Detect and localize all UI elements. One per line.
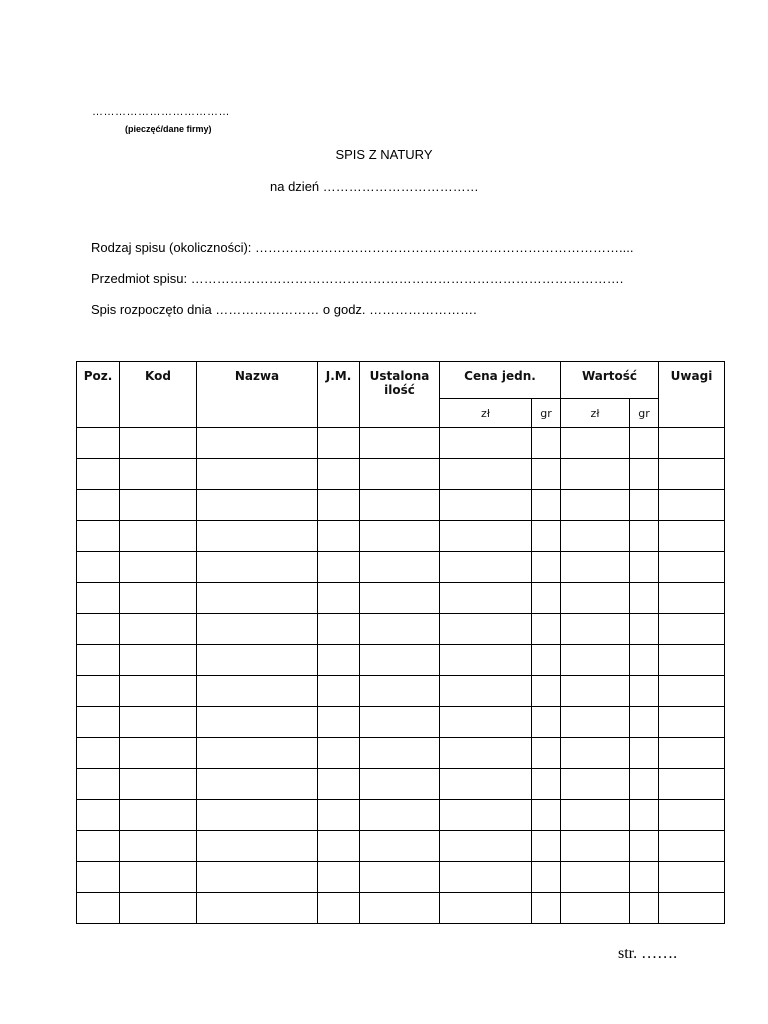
table-row: [77, 645, 725, 676]
inventory-start-field: Spis rozpoczęto dnia …………………… o godz. …………………….: [91, 302, 477, 317]
cell-uwagi[interactable]: [659, 552, 725, 583]
cell-wartosc-zl[interactable]: [561, 459, 630, 490]
cell-wartosc-zl[interactable]: [561, 769, 630, 800]
cell-cena-gr[interactable]: [532, 707, 561, 738]
cell-jm[interactable]: [318, 707, 360, 738]
cell-uwagi[interactable]: [659, 862, 725, 893]
cell-jm[interactable]: [318, 583, 360, 614]
page-number: str. …….: [618, 945, 678, 962]
cell-wartosc-zl[interactable]: [561, 738, 630, 769]
cell-jm[interactable]: [318, 645, 360, 676]
cell-wartosc-gr[interactable]: [630, 521, 659, 552]
cell-cena-zl[interactable]: [440, 583, 532, 614]
cell-wartosc-zl[interactable]: [561, 428, 630, 459]
cell-uwagi[interactable]: [659, 831, 725, 862]
header-wartosc: Wartość: [561, 362, 659, 399]
cell-kod[interactable]: [120, 459, 197, 490]
cell-nazwa[interactable]: [197, 459, 318, 490]
cell-nazwa[interactable]: [197, 769, 318, 800]
document-title: SPIS Z NATURY: [335, 147, 433, 162]
cell-poz[interactable]: [77, 552, 120, 583]
cell-ilosc[interactable]: [360, 428, 440, 459]
stamp-dotted-line: ………………………………: [92, 106, 230, 118]
cell-uwagi[interactable]: [659, 893, 725, 924]
cell-nazwa[interactable]: [197, 552, 318, 583]
cell-wartosc-gr[interactable]: [630, 459, 659, 490]
cell-wartosc-zl[interactable]: [561, 862, 630, 893]
cell-poz[interactable]: [77, 862, 120, 893]
cell-wartosc-zl[interactable]: [561, 521, 630, 552]
cell-ilosc[interactable]: [360, 769, 440, 800]
cell-cena-gr[interactable]: [532, 428, 561, 459]
cell-ilosc[interactable]: [360, 862, 440, 893]
cell-nazwa[interactable]: [197, 738, 318, 769]
cell-jm[interactable]: [318, 769, 360, 800]
cell-nazwa[interactable]: [197, 800, 318, 831]
cell-cena-zl[interactable]: [440, 738, 532, 769]
cell-ilosc[interactable]: [360, 490, 440, 521]
table-row: [77, 707, 725, 738]
cell-cena-zl[interactable]: [440, 707, 532, 738]
cell-nazwa[interactable]: [197, 490, 318, 521]
cell-cena-zl[interactable]: [440, 428, 532, 459]
inventory-table: [76, 361, 725, 924]
cell-wartosc-zl[interactable]: [561, 707, 630, 738]
cell-wartosc-gr[interactable]: [630, 831, 659, 862]
table-row: [77, 800, 725, 831]
cell-wartosc-gr[interactable]: [630, 583, 659, 614]
inventory-type-field: Rodzaj spisu (okoliczności): …………………………………………………………………………....: [91, 240, 634, 255]
cell-kod[interactable]: [120, 676, 197, 707]
cell-uwagi[interactable]: [659, 800, 725, 831]
cell-nazwa[interactable]: [197, 645, 318, 676]
cell-wartosc-gr[interactable]: [630, 428, 659, 459]
cell-cena-gr[interactable]: [532, 614, 561, 645]
header-uwagi: Uwagi: [659, 362, 725, 428]
cell-kod[interactable]: [120, 769, 197, 800]
cell-poz[interactable]: [77, 893, 120, 924]
header-nazwa: Nazwa: [197, 362, 318, 428]
cell-wartosc-zl[interactable]: [561, 552, 630, 583]
cell-jm[interactable]: [318, 521, 360, 552]
cell-nazwa[interactable]: [197, 862, 318, 893]
cell-cena-zl[interactable]: [440, 614, 532, 645]
cell-poz[interactable]: [77, 521, 120, 552]
cell-nazwa[interactable]: [197, 614, 318, 645]
header-ilosc: [360, 362, 440, 428]
cell-wartosc-zl[interactable]: [561, 645, 630, 676]
cell-cena-gr[interactable]: [532, 893, 561, 924]
cell-cena-zl[interactable]: [440, 862, 532, 893]
cell-wartosc-gr[interactable]: [630, 676, 659, 707]
cell-kod[interactable]: [120, 862, 197, 893]
cell-uwagi[interactable]: [659, 614, 725, 645]
cell-kod[interactable]: [120, 552, 197, 583]
table-row: [77, 893, 725, 924]
cell-wartosc-zl[interactable]: [561, 831, 630, 862]
cell-cena-zl[interactable]: [440, 676, 532, 707]
cell-jm[interactable]: [318, 428, 360, 459]
stamp-label: (pieczęć/dane firmy): [125, 124, 212, 134]
cell-jm[interactable]: [318, 490, 360, 521]
cell-poz[interactable]: [77, 428, 120, 459]
table-row: [77, 583, 725, 614]
table-row: [77, 738, 725, 769]
cell-uwagi[interactable]: [659, 583, 725, 614]
table-row: [77, 769, 725, 800]
table-row: [77, 831, 725, 862]
header-wartosc-zl: zł: [561, 399, 630, 428]
cell-uwagi[interactable]: [659, 645, 725, 676]
cell-poz[interactable]: [77, 583, 120, 614]
table-row: [77, 521, 725, 552]
cell-cena-gr[interactable]: [532, 769, 561, 800]
cell-cena-zl[interactable]: [440, 800, 532, 831]
cell-jm[interactable]: [318, 800, 360, 831]
cell-cena-gr[interactable]: [532, 676, 561, 707]
cell-wartosc-zl[interactable]: [561, 490, 630, 521]
cell-jm[interactable]: [318, 552, 360, 583]
cell-cena-gr[interactable]: [532, 521, 561, 552]
cell-poz[interactable]: [77, 614, 120, 645]
cell-cena-zl[interactable]: [440, 769, 532, 800]
cell-wartosc-gr[interactable]: [630, 490, 659, 521]
cell-wartosc-zl[interactable]: [561, 614, 630, 645]
cell-kod[interactable]: [120, 490, 197, 521]
cell-nazwa[interactable]: [197, 893, 318, 924]
cell-wartosc-gr[interactable]: [630, 552, 659, 583]
cell-cena-zl[interactable]: [440, 521, 532, 552]
cell-cena-gr[interactable]: [532, 738, 561, 769]
cell-kod[interactable]: [120, 800, 197, 831]
inventory-rows: [77, 428, 725, 924]
cell-poz[interactable]: [77, 769, 120, 800]
cell-poz[interactable]: [77, 490, 120, 521]
cell-cena-zl[interactable]: [440, 831, 532, 862]
cell-poz[interactable]: [77, 800, 120, 831]
header-cena: Cena jedn.: [440, 362, 561, 399]
cell-uwagi[interactable]: [659, 769, 725, 800]
cell-uwagi[interactable]: [659, 738, 725, 769]
header-poz: Poz.: [77, 362, 120, 428]
cell-poz[interactable]: [77, 831, 120, 862]
header-cena-zl: zł: [440, 399, 532, 428]
cell-ilosc[interactable]: [360, 800, 440, 831]
cell-nazwa[interactable]: [197, 707, 318, 738]
cell-nazwa[interactable]: [197, 521, 318, 552]
cell-cena-gr[interactable]: [532, 552, 561, 583]
cell-poz[interactable]: [77, 707, 120, 738]
table-row: [77, 490, 725, 521]
cell-nazwa[interactable]: [197, 831, 318, 862]
cell-ilosc[interactable]: [360, 645, 440, 676]
cell-ilosc[interactable]: [360, 738, 440, 769]
cell-kod[interactable]: [120, 614, 197, 645]
cell-ilosc[interactable]: [360, 521, 440, 552]
cell-cena-zl[interactable]: [440, 645, 532, 676]
cell-nazwa[interactable]: [197, 583, 318, 614]
table-row: [77, 676, 725, 707]
cell-poz[interactable]: [77, 676, 120, 707]
cell-cena-gr[interactable]: [532, 831, 561, 862]
table-row: [77, 459, 725, 490]
cell-cena-zl[interactable]: [440, 459, 532, 490]
cell-kod[interactable]: [120, 428, 197, 459]
cell-wartosc-gr[interactable]: [630, 645, 659, 676]
cell-wartosc-gr[interactable]: [630, 893, 659, 924]
inventory-subject-field: Przedmiot spisu: ……………………………………………………………………………………….: [91, 271, 624, 286]
cell-poz[interactable]: [77, 645, 120, 676]
cell-cena-gr[interactable]: [532, 490, 561, 521]
cell-wartosc-zl[interactable]: [561, 676, 630, 707]
cell-kod[interactable]: [120, 583, 197, 614]
cell-uwagi[interactable]: [659, 490, 725, 521]
cell-kod[interactable]: [120, 893, 197, 924]
cell-cena-gr[interactable]: [532, 459, 561, 490]
cell-kod[interactable]: [120, 521, 197, 552]
cell-ilosc[interactable]: [360, 552, 440, 583]
cell-cena-gr[interactable]: [532, 645, 561, 676]
cell-nazwa[interactable]: [197, 676, 318, 707]
cell-kod[interactable]: [120, 738, 197, 769]
cell-cena-gr[interactable]: [532, 800, 561, 831]
cell-kod[interactable]: [120, 831, 197, 862]
cell-jm[interactable]: [318, 831, 360, 862]
cell-cena-zl[interactable]: [440, 552, 532, 583]
cell-uwagi[interactable]: [659, 521, 725, 552]
table-row: [77, 428, 725, 459]
cell-jm[interactable]: [318, 738, 360, 769]
cell-wartosc-gr[interactable]: [630, 738, 659, 769]
cell-jm[interactable]: [318, 459, 360, 490]
cell-ilosc[interactable]: [360, 676, 440, 707]
table-row: [77, 614, 725, 645]
cell-uwagi[interactable]: [659, 459, 725, 490]
cell-jm[interactable]: [318, 614, 360, 645]
cell-ilosc[interactable]: [360, 707, 440, 738]
cell-cena-gr[interactable]: [532, 583, 561, 614]
cell-nazwa[interactable]: [197, 428, 318, 459]
cell-jm[interactable]: [318, 676, 360, 707]
cell-poz[interactable]: [77, 738, 120, 769]
cell-wartosc-gr[interactable]: [630, 769, 659, 800]
cell-jm[interactable]: [318, 893, 360, 924]
cell-kod[interactable]: [120, 645, 197, 676]
cell-cena-zl[interactable]: [440, 893, 532, 924]
cell-wartosc-gr[interactable]: [630, 707, 659, 738]
cell-ilosc[interactable]: [360, 893, 440, 924]
cell-cena-zl[interactable]: [440, 490, 532, 521]
table-row: [77, 862, 725, 893]
cell-ilosc[interactable]: [360, 583, 440, 614]
cell-wartosc-zl[interactable]: [561, 800, 630, 831]
cell-kod[interactable]: [120, 707, 197, 738]
date-line: na dzień ………………………………: [270, 179, 479, 194]
cell-jm[interactable]: [318, 862, 360, 893]
cell-wartosc-gr[interactable]: [630, 800, 659, 831]
cell-wartosc-gr[interactable]: [630, 862, 659, 893]
header-kod: Kod: [120, 362, 197, 428]
header-jm: J.M.: [318, 362, 360, 428]
cell-poz[interactable]: [77, 459, 120, 490]
cell-uwagi[interactable]: [659, 676, 725, 707]
cell-wartosc-gr[interactable]: [630, 614, 659, 645]
cell-ilosc[interactable]: [360, 614, 440, 645]
header-wartosc-gr: gr: [630, 399, 659, 428]
cell-ilosc[interactable]: [360, 831, 440, 862]
header-cena-gr: gr: [532, 399, 561, 428]
table-row: [77, 552, 725, 583]
cell-wartosc-zl[interactable]: [561, 893, 630, 924]
cell-uwagi[interactable]: [659, 428, 725, 459]
header-ilosc-line1: Ustalona: [369, 369, 430, 383]
cell-cena-gr[interactable]: [532, 862, 561, 893]
cell-uwagi[interactable]: [659, 707, 725, 738]
cell-ilosc[interactable]: [360, 459, 440, 490]
header-ilosc-line2: ilość: [384, 383, 415, 397]
cell-wartosc-zl[interactable]: [561, 583, 630, 614]
